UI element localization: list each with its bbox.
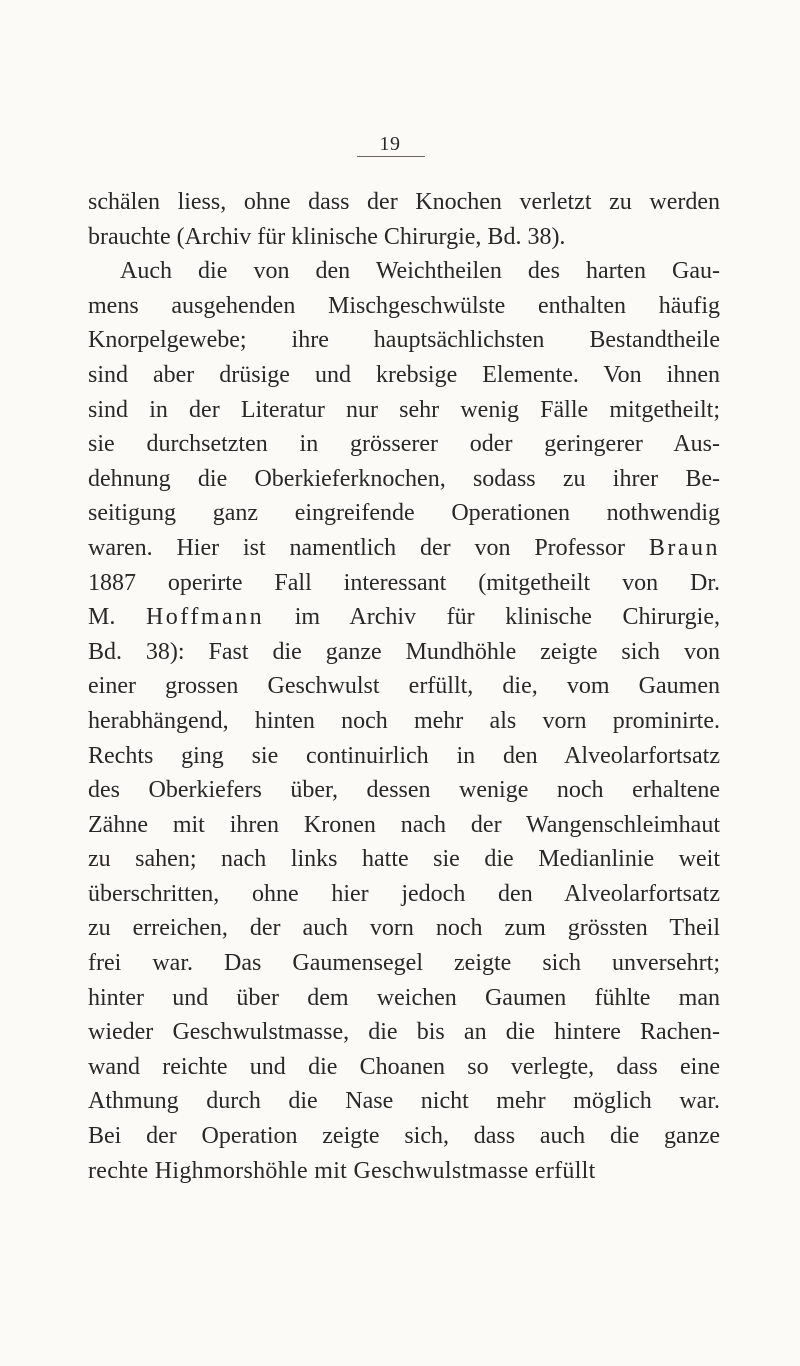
author-name-braun: Braun [648, 534, 720, 561]
text-line: rechte Highmorshöhle mit Geschwulstmasse erfüllt [88, 1157, 596, 1184]
text-line [88, 600, 720, 635]
text-line-start: M. [88, 604, 146, 631]
text-line: Athmung durch die Nase nicht mehr möglich war. [88, 1088, 720, 1115]
text-line: überschritten, ohne hier jedoch den Alveolarfortsatz [88, 880, 720, 907]
text-line: Bd. 38): Fast die ganze Mundhöhle zeigte sich von [88, 638, 720, 665]
text-line: dehnung die Oberkieferknochen, sodass zu ihrer Be- [88, 465, 720, 492]
text-line: wand reichte und die Choanen so verlegte, dass eine [88, 1053, 720, 1080]
text-line: frei war. Das Gaumensegel zeigte sich unversehrt; [88, 950, 720, 977]
text-line [88, 531, 720, 566]
text-line: zu erreichen, der auch vorn noch zum grössten Theil [88, 915, 720, 942]
text-line: Bei der Operation zeigte sich, dass auch die ganze [88, 1123, 720, 1150]
page-number: 19 [379, 133, 401, 155]
text-line: wieder Geschwulstmasse, die bis an die hintere Rachen- [88, 1019, 720, 1046]
text-line: Knorpelgewebe; ihre hauptsächlichsten Bestandtheile [88, 327, 720, 354]
text-line: seitigung ganz eingreifende Operationen nothwendig [88, 500, 720, 527]
text-line: Auch die von den Weichtheilen des harten Gau- [120, 258, 720, 285]
text-line-end: im Archiv für klinische Chirurgie, [264, 604, 720, 631]
page-number-rule [357, 156, 425, 157]
author-name-hoffmann: Hoffmann [145, 604, 265, 631]
text-line-start: waren. Hier ist namentlich der von Professor [88, 534, 649, 561]
text-line: sind aber drüsige und krebsige Elemente. Von ihnen [88, 361, 720, 388]
text-line: brauchte (Archiv für klinische Chirurgie, Bd. 38). [88, 223, 566, 250]
text-line: des Oberkiefers über, dessen wenige noch erhaltene [88, 777, 720, 804]
text-line: einer grossen Geschwulst erfüllt, die, vom Gaumen [88, 673, 720, 700]
text-line: schälen liess, ohne dass der Knochen verletzt zu werden [88, 189, 720, 215]
text-line: hinter und über dem weichen Gaumen fühlte man [88, 984, 720, 1011]
text-line: sie durchsetzten in grösserer oder geringerer Aus- [88, 431, 720, 458]
body-text [88, 185, 720, 1188]
text-line: Rechts ging sie continuirlich in den Alveolarfortsatz [88, 742, 720, 769]
text-line: mens ausgehenden Mischgeschwülste enthalten häufig [88, 292, 720, 319]
text-line: Zähne mit ihren Kronen nach der Wangenschleimhaut [88, 811, 720, 838]
text-line: sind in der Literatur nur sehr wenig Fälle mitgetheilt; [88, 396, 720, 423]
text-line: herabhängend, hinten noch mehr als vorn prominirte. [88, 707, 720, 734]
text-line: 1887 operirte Fall interessant (mitgetheilt von Dr. [88, 569, 720, 596]
text-line: zu sahen; nach links hatte sie die Medianlinie weit [88, 846, 720, 873]
